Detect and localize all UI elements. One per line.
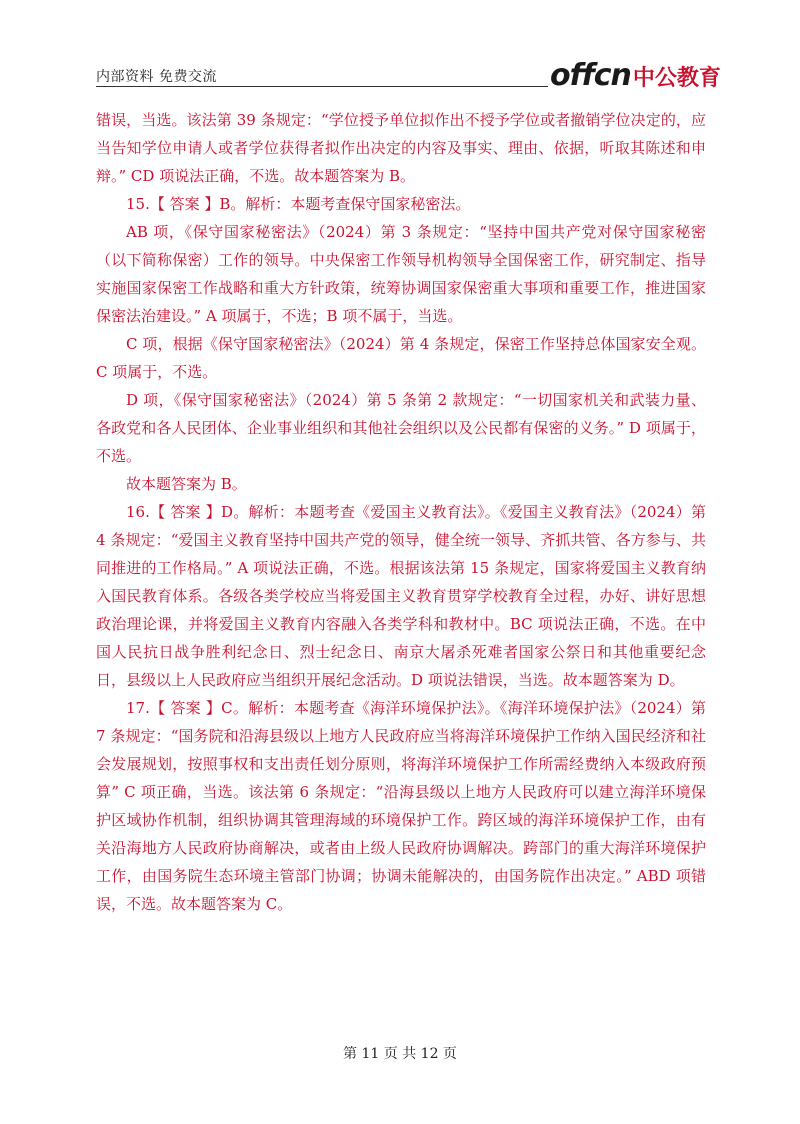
answer-15-heading: 15.【 答案 】B。解析：本题考查保守国家秘密法。 (126, 195, 471, 213)
document-body (96, 106, 706, 918)
logo-chinese-text: 中公教育 (632, 66, 721, 91)
header-divider (96, 86, 548, 87)
answer-16: 16.【 答案 】D。解析：本题考查《爱国主义教育法》。《爱国主义教育法》（2024）第 4 条规定：“爱国主义教育坚持中国共产党的领导，健全统一领导、齐抓共管、各方参与、共同推进的工作格局。” A 项说法正确，不选。根据该法第 15 条规定，国家将爱国主义教育纳入国民教育体系。各级各类学校应当将爱国主义教育贯穿学校教育全过程，办好、讲好思想政治理论课，并将爱国主义教育内容融入各类学科和教材中。BC 项说法正确，不选。在中国人民抗日战争胜利纪念日、烈士纪念日、南京大屠杀死难者国家公祭日和其他重要纪念日，县级以上人民政府应当组织开展纪念活动。D 项说法错误，当选。故本题答案为 D。 (96, 503, 706, 689)
answer-17: 17.【 答案 】C。解析：本题考查《海洋环境保护法》。《海洋环境保护法》（2024）第 7 条规定：“国务院和沿海县级以上地方人民政府应当将海洋环境保护工作纳入国民经济和社会发展规划，按照事权和支出责任划分原则，将海洋环境保护工作所需经费纳入本级政府预算” C 项正确，当选。该法第 6 条规定：“沿海县级以上地方人民政府可以建立海洋环境保护区域协作机制，组织协调其管理海域的环境保护工作。跨区域的海洋环境保护工作，由有关沿海地方人民政府协商解决，或者由上级人民政府协调解决。跨部门的重大海洋环境保护工作，由国务院生态环境主管部门协调；协调未能解决的，由国务院作出决定。” ABD 项错误，不选。故本题答案为 C。 (96, 699, 706, 913)
paragraph-continuation: 错误，当选。该法第 39 条规定：“学位授予单位拟作出不授予学位或者撤销学位决定的，应当告知学位申请人或者学位获得者拟作出决定的内容及事实、理由、依据，听取其陈述和申辩。” CD 项说法正确，不选。故本题答案为 B。 (96, 111, 706, 185)
paragraph-15-ab: AB 项，《保守国家秘密法》（2024）第 3 条规定：“坚持中国共产党对保守国家秘密（以下简称保密）工作的领导。中央保密工作领导机构领导全国保密工作，研究制定、指导实施国家保密工作战略和重大方针政策，统筹协调国家保密重大事项和重要工作，推进国家保密法治建设。” A 项属于，不选；B 项不属于，当选。 (96, 223, 706, 325)
paragraph-15-d: D 项，《保守国家秘密法》（2024）第 5 条第 2 款规定：“一切国家机关和武装力量、各政党和各人民团体、企业事业组织和其他社会组织以及公民都有保密的义务。” D 项属于，不选。 (96, 391, 706, 465)
page-number: 第 11 页 共 12 页 (343, 1046, 457, 1062)
header-note: 内部资料 免费交流 (96, 69, 217, 85)
paragraph-15-conclusion: 故本题答案为 B。 (126, 475, 247, 493)
paragraph-15-c: C 项，根据《保守国家秘密法》（2024）第 4 条规定，保密工作坚持总体国家安全观。C 项属于，不选。 (96, 335, 706, 381)
offcn-logo (550, 58, 721, 93)
logo-latin-text: offcn (550, 58, 631, 93)
